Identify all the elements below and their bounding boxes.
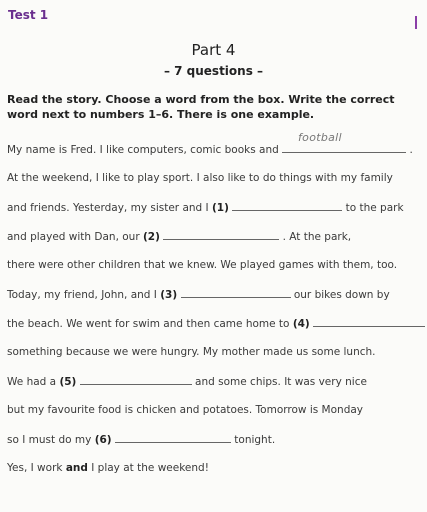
story-line-9 [7, 375, 367, 388]
part-title: Part 4 [191, 41, 236, 59]
story-line-7 [7, 317, 425, 330]
answer-blank-1[interactable] [232, 201, 342, 211]
story-line-12 [7, 462, 209, 474]
story-text: and friends. Yesterday, my sister and I [7, 202, 209, 214]
story-line-1 [7, 143, 413, 156]
story-text: Yes, I work [7, 462, 63, 474]
story-line-8 [7, 346, 376, 358]
story-text: . [409, 144, 413, 156]
example-answer-blank [282, 143, 406, 153]
story-text: My name is Fred. I like computers, comic books and [7, 144, 279, 156]
story-text: but my favourite food is chicken and potatoes. Tomorrow is Monday [7, 404, 364, 416]
answer-blank-6[interactable] [115, 433, 231, 443]
answer-blank-3[interactable] [181, 288, 291, 298]
story-text: so I must do my [7, 434, 92, 446]
story-line-10 [7, 404, 363, 416]
story-line-4 [7, 230, 351, 243]
test-header: Test 1 [8, 8, 49, 22]
answer-blank-5[interactable] [80, 375, 192, 385]
story-text: something because we were hungry. My mother made us some lunch. [7, 346, 376, 358]
story-line-11 [7, 433, 275, 446]
story-text: Today, my friend, John, and I [7, 289, 157, 301]
story-text: our bikes down by [293, 289, 390, 301]
instructions: Read the story. Choose a word from the box. Write the correct word next to numbers 1–6. There is one example. [7, 93, 395, 121]
emphasis-and: and [65, 462, 88, 474]
story-text: . At the park, [282, 231, 352, 243]
story-text: and some chips. It was very nice [195, 376, 367, 388]
story-text: tonight. [234, 434, 276, 446]
story-text: I play at the weekend! [91, 462, 209, 474]
story-text: there were other children that we knew. We played games with them, too. [7, 259, 398, 271]
question-number-4: (4) [292, 318, 310, 330]
story-text: We had a [7, 376, 57, 388]
story-text: to the park [345, 202, 404, 214]
story-line-5 [7, 259, 397, 271]
story-text: At the weekend, I like to play sport. I also like to do things with my family [7, 172, 393, 184]
question-number-3: (3) [160, 289, 178, 301]
question-number-5: (5) [59, 376, 77, 388]
page-edge-mark [415, 16, 417, 29]
example-answer-handwriting: football [298, 131, 342, 144]
question-number-2: (2) [143, 231, 160, 243]
question-number-6: (6) [94, 434, 112, 446]
story-line-6 [7, 288, 390, 301]
answer-blank-2[interactable] [163, 230, 279, 240]
story-line-2 [7, 172, 393, 184]
questions-count: – 7 questions – [163, 64, 264, 78]
answer-blank-4[interactable] [313, 317, 425, 327]
question-number-1: (1) [212, 202, 229, 214]
story-text: the beach. We went for swim and then came home to [7, 318, 290, 330]
story-text: and played with Dan, our [7, 231, 140, 243]
story-line-3 [7, 201, 404, 214]
